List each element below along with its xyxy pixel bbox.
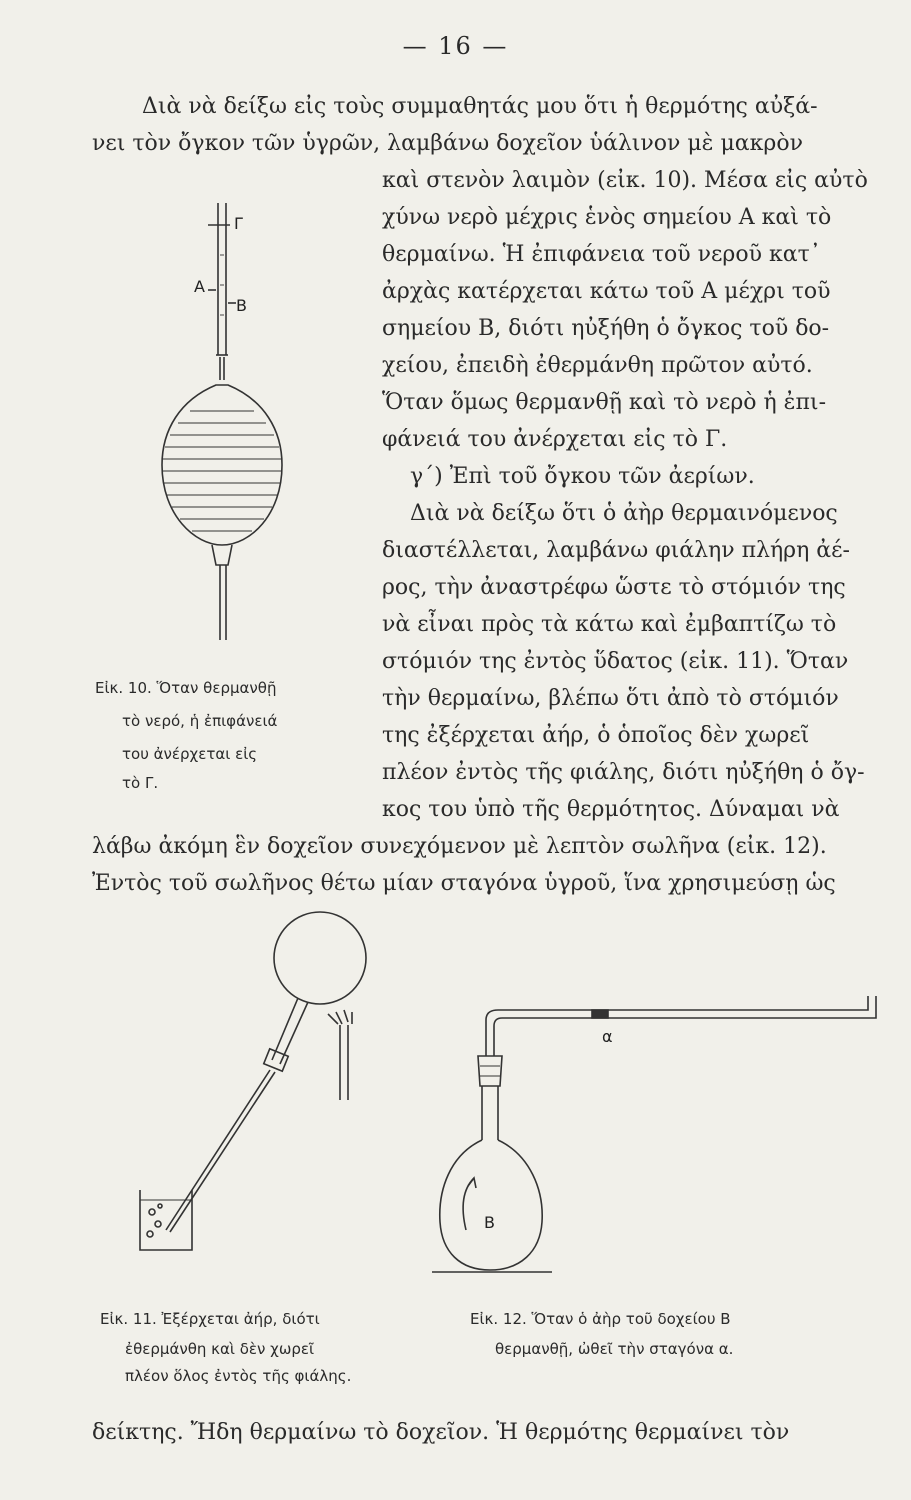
- label-gamma: Γ: [234, 214, 243, 233]
- figure-11-caption: Εἰκ. 11. Ἐξέρχεται ἀήρ, διότι: [100, 1310, 320, 1328]
- text-line: Διὰ νὰ δείξω ὅτι ὁ ἀὴρ θερμαινόμενος: [410, 501, 838, 526]
- text-line: τὴν θερμαίνω, βλέπω ὅτι ἀπὸ τὸ στόμιόν: [382, 686, 839, 711]
- figure-10-caption: τὸ νερό, ἡ ἐπιφάνειά: [122, 712, 278, 730]
- text-line: φάνειά του ἀνέρχεται εἰς τὸ Γ.: [382, 427, 728, 452]
- text-line: σημείου Β, διότι ηὐξήθη ὁ ὄγκος τοῦ δο-: [382, 316, 830, 341]
- figure-11-caption: ἐθερμάνθη καὶ δὲν χωρεῖ: [125, 1340, 315, 1358]
- text-line: νὰ εἶναι πρὸς τὰ κάτω καὶ ἐμβαπτίζω τὸ: [382, 612, 837, 637]
- text-line: της ἐξέρχεται ἀήρ, ὁ ὁποῖος δὲν χωρεῖ: [382, 723, 810, 748]
- figure-11-inverted-flask: [130, 900, 390, 1260]
- text-line: θερμαίνω. Ἡ ἐπιφάνεια τοῦ νεροῦ κατ᾽: [382, 242, 821, 267]
- text-line: στόμιόν της ἐντὸς ὕδατος (εἰκ. 11). Ὅταν: [382, 649, 849, 674]
- text-line: Ἐντὸς τοῦ σωλῆνος θέτω μίαν σταγόνα ὑγροῦ, ἵνα χρησιμεύσῃ ὡς: [92, 871, 836, 896]
- text-line: χείου, ἐπειδὴ ἐθερμάνθη πρῶτον αὐτό.: [382, 353, 813, 378]
- text-line: νει τὸν ὄγκον τῶν ὑγρῶν, λαμβάνω δοχεῖον ὑάλινον μὲ μακρὸν: [92, 131, 803, 156]
- text-line: κος του ὑπὸ τῆς θερμότητος. Δύναμαι νὰ: [382, 797, 840, 822]
- figure-12-caption: θερμανθῇ, ὠθεῖ τὴν σταγόνα α.: [495, 1340, 734, 1358]
- section-heading: γ΄) Ἐπὶ τοῦ ὄγκου τῶν ἀερίων.: [410, 464, 755, 489]
- text-line: πλέον ἐντὸς τῆς φιάλης, διότι ηὐξήθη ὁ ὄγ-: [382, 760, 865, 785]
- label-beta: Β: [236, 296, 247, 315]
- figure-12-flask-with-tube: [430, 990, 890, 1290]
- text-line: Ὅταν ὅμως θερμανθῇ καὶ τὸ νερὸ ἡ ἐπι-: [382, 390, 826, 415]
- text-line: χύνω νερὸ μέχρις ἑνὸς σημείου Α καὶ τὸ: [382, 205, 832, 230]
- figure-10-caption: του ἀνέρχεται εἰς: [122, 745, 258, 763]
- figure-10-caption: τὸ Γ.: [122, 774, 159, 792]
- text-line: Διὰ νὰ δείξω εἰς τοὺς συμμαθητάς μου ὅτι ἡ θερμότης αὐξά-: [142, 94, 818, 119]
- page-number: — 16 —: [402, 32, 509, 60]
- label-alpha: Α: [194, 277, 205, 296]
- figure-11-caption: πλέον ὅλος ἐντὸς τῆς φιάλης.: [125, 1367, 352, 1385]
- text-line: λάβω ἀκόμη ἓν δοχεῖον συνεχόμενον μὲ λεπτὸν σωλῆνα (εἰκ. 12).: [92, 834, 827, 859]
- text-line: ρος, τὴν ἀναστρέφω ὥστε τὸ στόμιόν της: [382, 575, 846, 600]
- figure-12-caption: Εἰκ. 12. Ὅταν ὁ ἀὴρ τοῦ δοχείου Β: [470, 1310, 731, 1328]
- text-line: καὶ στενὸν λαιμὸν (εἰκ. 10). Μέσα εἰς αὐτὸ: [382, 168, 868, 193]
- label-alpha-drop: α: [602, 1027, 613, 1046]
- text-line: διαστέλλεται, λαμβάνω φιάλην πλήρη ἀέ-: [382, 538, 850, 563]
- label-beta-flask: Β: [484, 1213, 495, 1232]
- figure-10-flask: [150, 195, 320, 655]
- figure-10-caption: Εἰκ. 10. Ὅταν θερμανθῇ: [95, 679, 277, 697]
- text-line: ἀρχὰς κατέρχεται κάτω τοῦ Α μέχρι τοῦ: [382, 279, 831, 304]
- text-line: δείκτης. Ἤδη θερμαίνω τὸ δοχεῖον. Ἡ θερμότης θερμαίνει τὸν: [92, 1420, 790, 1445]
